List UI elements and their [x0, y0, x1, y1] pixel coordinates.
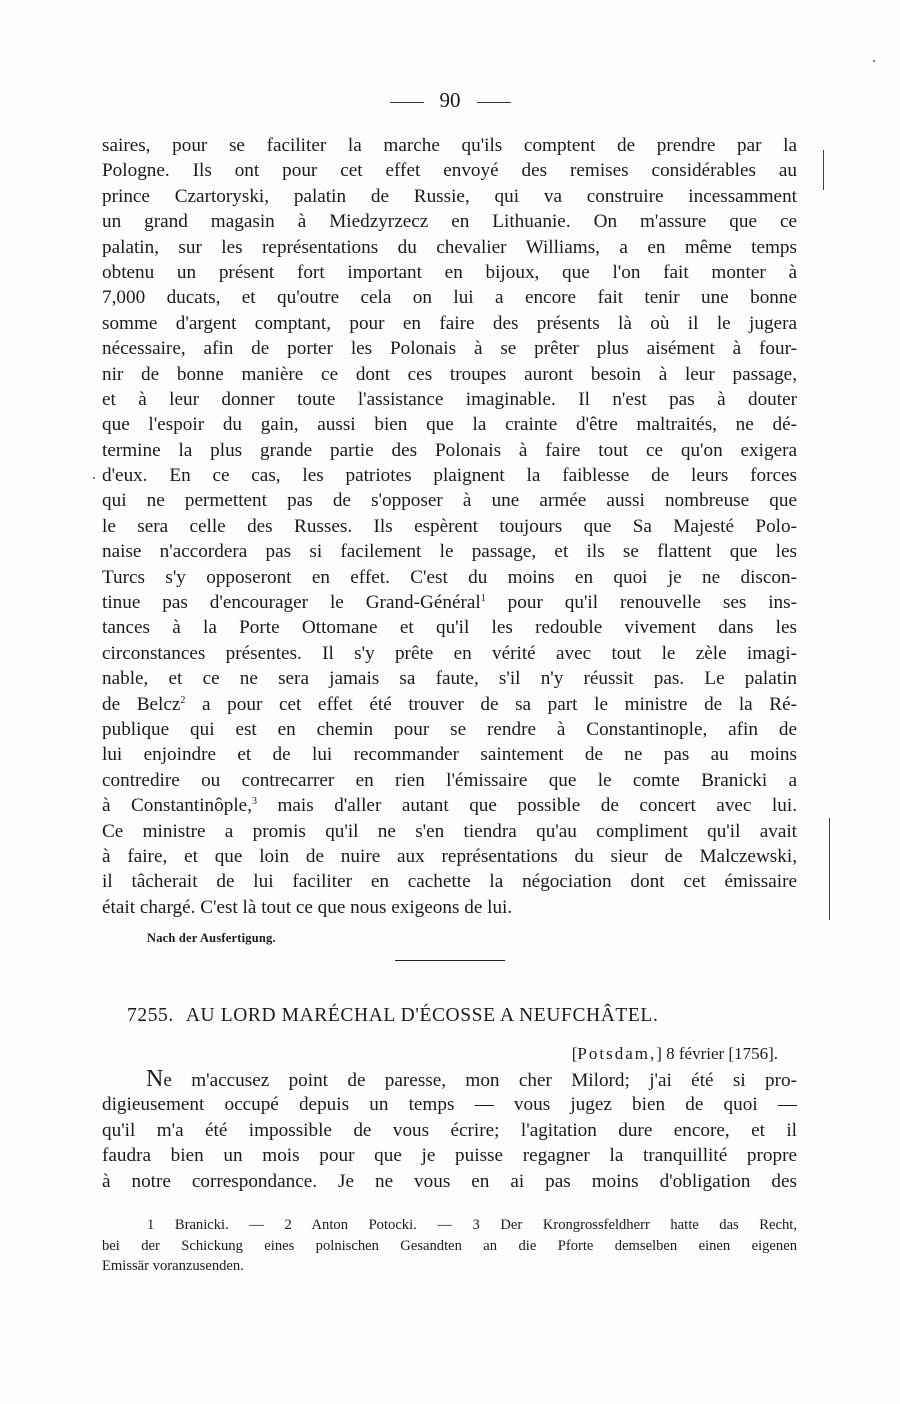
body-line: nir de bonne manière ce dont ces troupes auront besoin à leur passage,: [102, 363, 797, 385]
dateline-rest: ] 8 février [1756].: [656, 1044, 778, 1063]
body-line: obtenu un présent fort important en bijoux, que l'on fait monter à: [102, 261, 797, 283]
header-dash-right: [477, 102, 511, 103]
footnote-ref-3: 3: [251, 796, 257, 808]
letter-title: AU LORD MARÉCHAL D'ÉCOSSE A NEUFCHÂTEL.: [185, 1005, 659, 1026]
dateline-place: Potsdam,: [577, 1044, 657, 1063]
letter-number: 7255.: [127, 1005, 174, 1026]
letter-text: [102, 1067, 797, 1194]
letter-line: [102, 1067, 797, 1092]
body-line: il tâcherait de lui faciliter en cachette la négociation dont cet émissaire: [102, 871, 797, 893]
body-line: somme d'argent comptant, pour en faire des présents là où il le jugera: [102, 312, 797, 334]
body-line: Turcs s'y opposeront en effet. C'est du moins en quoi je ne discon-: [102, 566, 797, 588]
body-line: nécessaire, afin de porter les Polonais à se prêter plus aisément à four-: [102, 338, 797, 360]
body-line: lui enjoindre et de lui recommander saintement de ne pas au moins: [102, 744, 797, 766]
body-line: et à leur donner toute l'assistance imaginable. Il n'est pas à douter: [102, 388, 797, 410]
body-line: publique qui est en chemin pour se rendre à Constantinople, afin de: [102, 718, 797, 740]
print-speck: [873, 60, 875, 62]
body-line: saires, pour se faciliter la marche qu'ils comptent de prendre par la: [102, 135, 797, 156]
body-line-tail: mais d'aller autant que possible de concert avec lui.: [256, 795, 797, 817]
dateline-open: [: [571, 1044, 578, 1063]
letter-line: faudra bien un mois pour que je puisse regagner la tranquillité propre: [102, 1145, 797, 1167]
page-header: [0, 86, 900, 114]
body-line: termine la plus grande partie des Polonais à faire tout ce qu'on exigera: [102, 439, 797, 461]
letter-line-rest: e m'accusez point de paresse, mon cher Milord; j'ai été si pro-: [163, 1070, 797, 1091]
letter-initial: N: [146, 1066, 164, 1092]
body-line: d'eux. En ce cas, les patriotes plaignent la faiblesse de leurs forces: [102, 465, 797, 487]
letter-line: à notre correspondance. Je ne vous en ai pas moins d'obligation des: [102, 1170, 797, 1192]
footnotes: [102, 1215, 797, 1277]
footnote-line: Emissär voranzusenden.: [102, 1258, 244, 1274]
body-line: Pologne. Ils ont pour cet effet envoyé des remises considérables au: [102, 160, 797, 182]
letter-line: digieusement occupé depuis un temps — vous jugez bien de quoi —: [102, 1094, 797, 1116]
footnote-line: bei der Schickung eines polnischen Gesandten an die Pforte demselben einen eigenen: [102, 1237, 797, 1254]
body-line: à faire, et que loin de nuire aux représentations du sieur de Malczewski,: [102, 845, 797, 867]
letter-dateline: [518, 1042, 778, 1066]
body-line: 7,000 ducats, et qu'outre cela on lui a encore fait tenir une bonne: [102, 287, 797, 309]
body-line-with-footnote-3: [102, 793, 797, 818]
print-speck: [93, 477, 95, 479]
body-line: le sera celle des Russes. Ils espèrent toujours que Sa Majesté Polo-: [102, 515, 797, 537]
margin-mark: [823, 150, 824, 190]
body-line: un grand magasin à Miedzyrzecz en Lithuanie. On m'assure que ce: [102, 211, 797, 233]
header-dash-left: [390, 102, 424, 103]
body-line: nable, et ce ne sera jamais sa faute, s'il n'y réussit pas. Le palatin: [102, 668, 797, 690]
letter-line: qu'il m'a été impossible de vous écrire; l'agitation dure encore, et il: [102, 1119, 797, 1141]
body-line: était chargé. C'est là tout ce que nous exigeons de lui.: [102, 896, 513, 918]
body-line-with-footnote-2: [102, 692, 797, 717]
page-number: 90: [439, 88, 461, 112]
body-line: circonstances présentes. Il s'y prête en vérité avec tout le zèle imagi-: [102, 642, 797, 664]
footnote-ref-1: 1: [480, 593, 486, 605]
body-line: que l'espoir du gain, aussi bien que la crainte d'être maltraités, ne dé-: [102, 414, 797, 436]
body-text: [102, 133, 797, 920]
body-line: palatin, sur les représentations du chevalier Williams, a en même temps: [102, 236, 797, 258]
body-line: prince Czartoryski, palatin de Russie, qui va construire incessamment: [102, 185, 797, 207]
body-line: tances à la Porte Ottomane et qu'il les redouble vivement dans les: [102, 617, 797, 639]
body-line-with-footnote-1: [102, 590, 797, 615]
body-line-head: tinue pas d'encourager le Grand-Général: [102, 592, 481, 614]
margin-mark: [829, 818, 830, 920]
body-line: Ce ministre a promis qu'il ne s'en tiendra qu'au compliment qu'il avait: [102, 820, 797, 842]
body-line-tail: a pour cet effet été trouver de sa part le ministre de la Ré-: [185, 693, 797, 715]
letter-heading: [127, 1002, 807, 1030]
body-line: contredire ou contrecarrer en rien l'émissaire que le comte Branicki a: [102, 769, 797, 791]
body-line-tail: pour qu'il renouvelle ses ins-: [485, 592, 797, 614]
body-line-head: de Belcz: [102, 693, 181, 715]
body-line-head: à Constantinôple,: [102, 795, 252, 817]
section-divider: [395, 960, 505, 961]
footnote-line: 1 Branicki. — 2 Anton Potocki. — 3 Der Krongrossfeldherr hatte das Recht,: [147, 1217, 797, 1233]
body-line: naise n'accordera pas si facilement le passage, et ils se flattent que les: [102, 541, 797, 563]
source-note: Nach der Ausfertigung.: [147, 931, 276, 945]
footnote-ref-2: 2: [180, 694, 186, 706]
body-line: qui ne permettent pas de s'opposer à une armée aussi nombreuse que: [102, 490, 797, 512]
